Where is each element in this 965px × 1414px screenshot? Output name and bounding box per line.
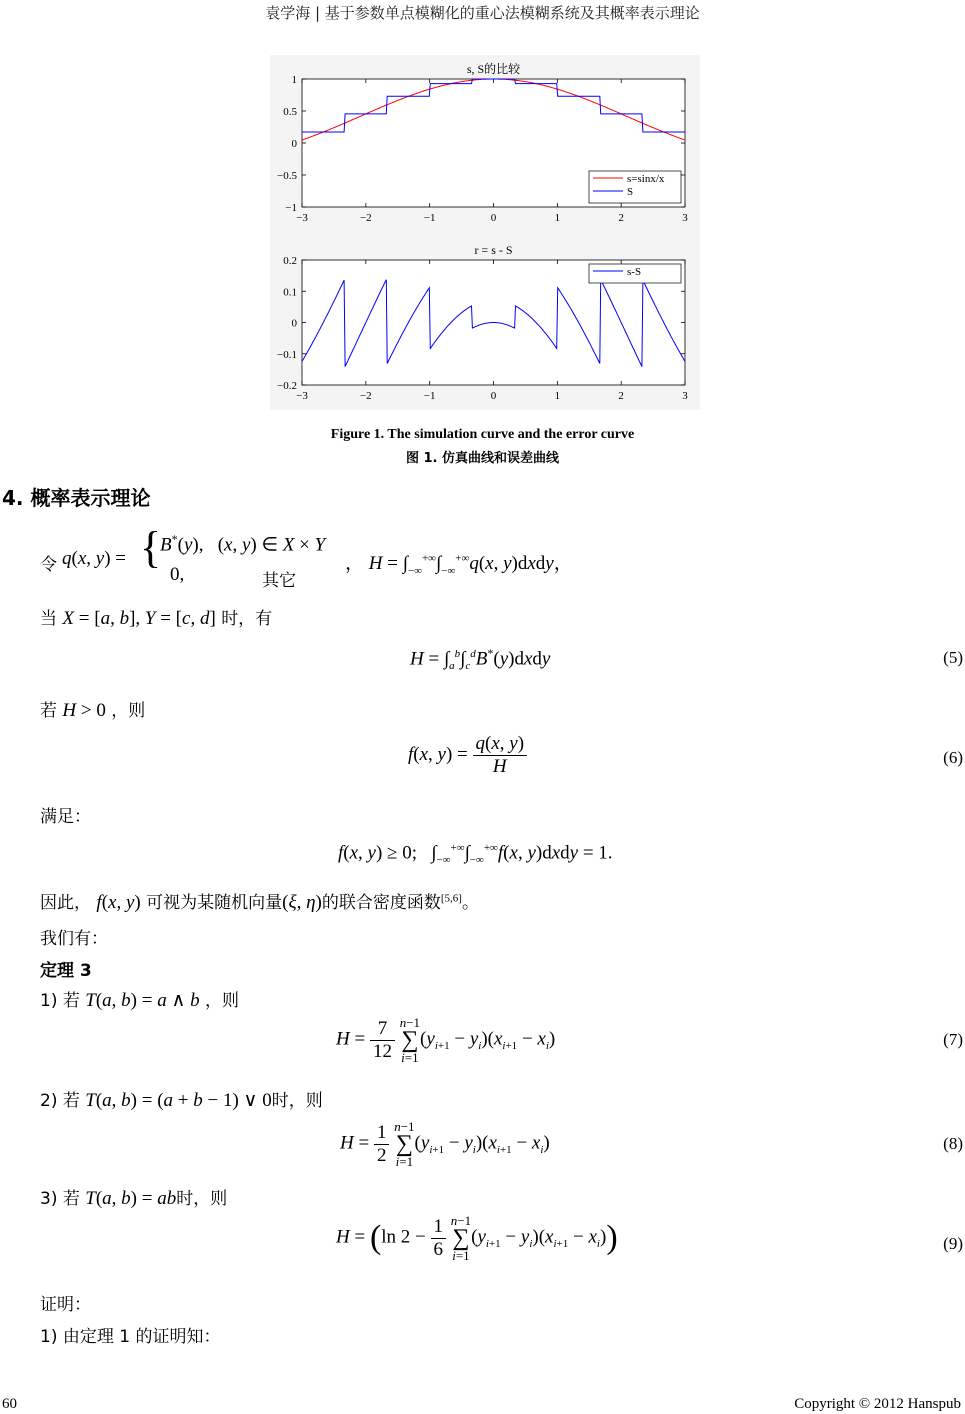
equation-9: H = (ln 2 − $\frac{1}{6}$ n−1 ∑ i=1 $(y_{i+1} - y_i)(x_{i+1} - x_i)$) [336,1213,618,1263]
y-tick-label: −1 [285,202,297,214]
eq-number-7: (7) [943,1030,963,1049]
y-tick-label: 0.1 [283,286,297,299]
satisfies-line: 满足： [40,807,91,827]
figure-caption-en: Figure 1. The simulation curve and the error curve [330,427,635,442]
eq-q-case1: B*(y), (x, y) ∈ X × Y [160,532,326,556]
legend-label: s-S [627,266,642,278]
running-header: 袁学海 | 基于参数单点模糊化的重心法模糊系统及其概率表示理论 [265,4,700,22]
equation-5: $H = \int_a^b\int_c^dB^*(y)dxdy$ [410,646,551,673]
y-tick-label: 1 [291,74,297,86]
if-H-line: 若 H > 0 ，则 [40,700,146,721]
therefore-line: 因此， f(x, y) 可视为某随机向量(ξ, η)的联合密度函数[5,6]。 [40,892,479,913]
x-tick-label: −2 [359,212,372,224]
x-tick-label: −1 [423,390,436,402]
equation-6: f(x, y) = $\frac{q(x, y)}{H}$ [408,733,527,778]
case-2-condition: 2) 若 T(a, b) = (a + b − 1) ∨ 0时，则 [40,1090,323,1111]
x-tick-label: 0 [490,390,497,402]
copyright: Copyright © 2012 Hanspub [794,1396,961,1412]
y-tick-label: −0.1 [277,348,297,361]
x-tick-label: 2 [618,212,624,224]
x-tick-label: 3 [682,390,688,402]
proof-title: 证明： [40,1295,91,1315]
case-1-condition: 1) 若 T(a, b) = a ∧ b ，则 [40,990,240,1011]
chart-bottom [277,243,688,402]
x-tick-label: 3 [682,212,688,224]
figure-caption-zh: 图 1. 仿真曲线和误差曲线 [405,451,560,466]
density-condition: f(x, y) ≥ 0; $\int_{-\infty}^{+\infty}\int_{-\infty}^{+\infty}f(x$, y)dxdy = 1. [338,842,613,867]
x-tick-label: −2 [359,390,372,402]
case-3-condition: 3) 若 T(a, b) = ab时，则 [40,1188,228,1209]
definition-q: 令 [40,555,57,575]
figure-svg [270,55,700,410]
y-tick-label: −0.5 [277,170,297,182]
x-tick-label: 1 [554,212,561,224]
legend-label: S [627,186,634,198]
chart-title: r = s - S [474,243,513,257]
chart-title: s, S的比较 [466,62,521,76]
eq-H-def: ， $H = \int_{-\infty}^{+\infty}\int_{-\infty}^{+\infty}q(x$, y)dxdy， [345,552,573,577]
y-tick-label: 0 [291,138,297,150]
eq-q-lhs: q(x, y) = [62,548,126,569]
eq-number-8: (8) [943,1134,963,1153]
legend-label: s=sinx/x [627,173,665,185]
eq-number-9: (9) [943,1234,963,1253]
brace: { [140,523,162,572]
figure-1 [270,55,700,410]
x-tick-label: 2 [618,390,624,402]
equation-7: H = $\frac{7}{12}$ n−1 ∑ i=1 $(y_{i+1} - y_i)(x_{i+1} - x_i)$ [336,1015,556,1065]
otherwise-label: 其它 [262,571,296,591]
proof-step-1: 1) 由定理 1 的证明知： [40,1327,221,1347]
eq-number-5: (5) [943,648,963,667]
we-have-line: 我们有： [40,929,108,949]
x-tick-label: −3 [296,390,308,402]
y-tick-label: 0 [291,317,297,330]
chart-top [277,62,688,224]
citation[interactable]: [5,6] [440,892,462,905]
section-title: 4. 概率表示理论 [2,486,151,510]
y-tick-label: −0.2 [277,380,297,392]
theorem-3-title: 定理 3 [40,961,92,981]
page-number: 60 [2,1396,17,1412]
y-tick-label: 0.2 [283,255,297,267]
x-tick-label: 0 [490,212,497,224]
eq-q-case2: 0, [170,564,185,585]
x-tick-label: 1 [554,390,561,402]
when-line: 当 X = [a, b], Y = [c, d] 时，有 [40,608,273,629]
equation-8: H = $\frac{1}{2}$ n−1 ∑ i=1 $(y_{i+1} - y_i)(x_{i+1} - x_i)$ [340,1119,550,1169]
x-tick-label: −1 [423,212,436,224]
eq-number-6: (6) [943,748,963,767]
x-tick-label: −3 [296,212,308,224]
y-tick-label: 0.5 [283,106,297,118]
